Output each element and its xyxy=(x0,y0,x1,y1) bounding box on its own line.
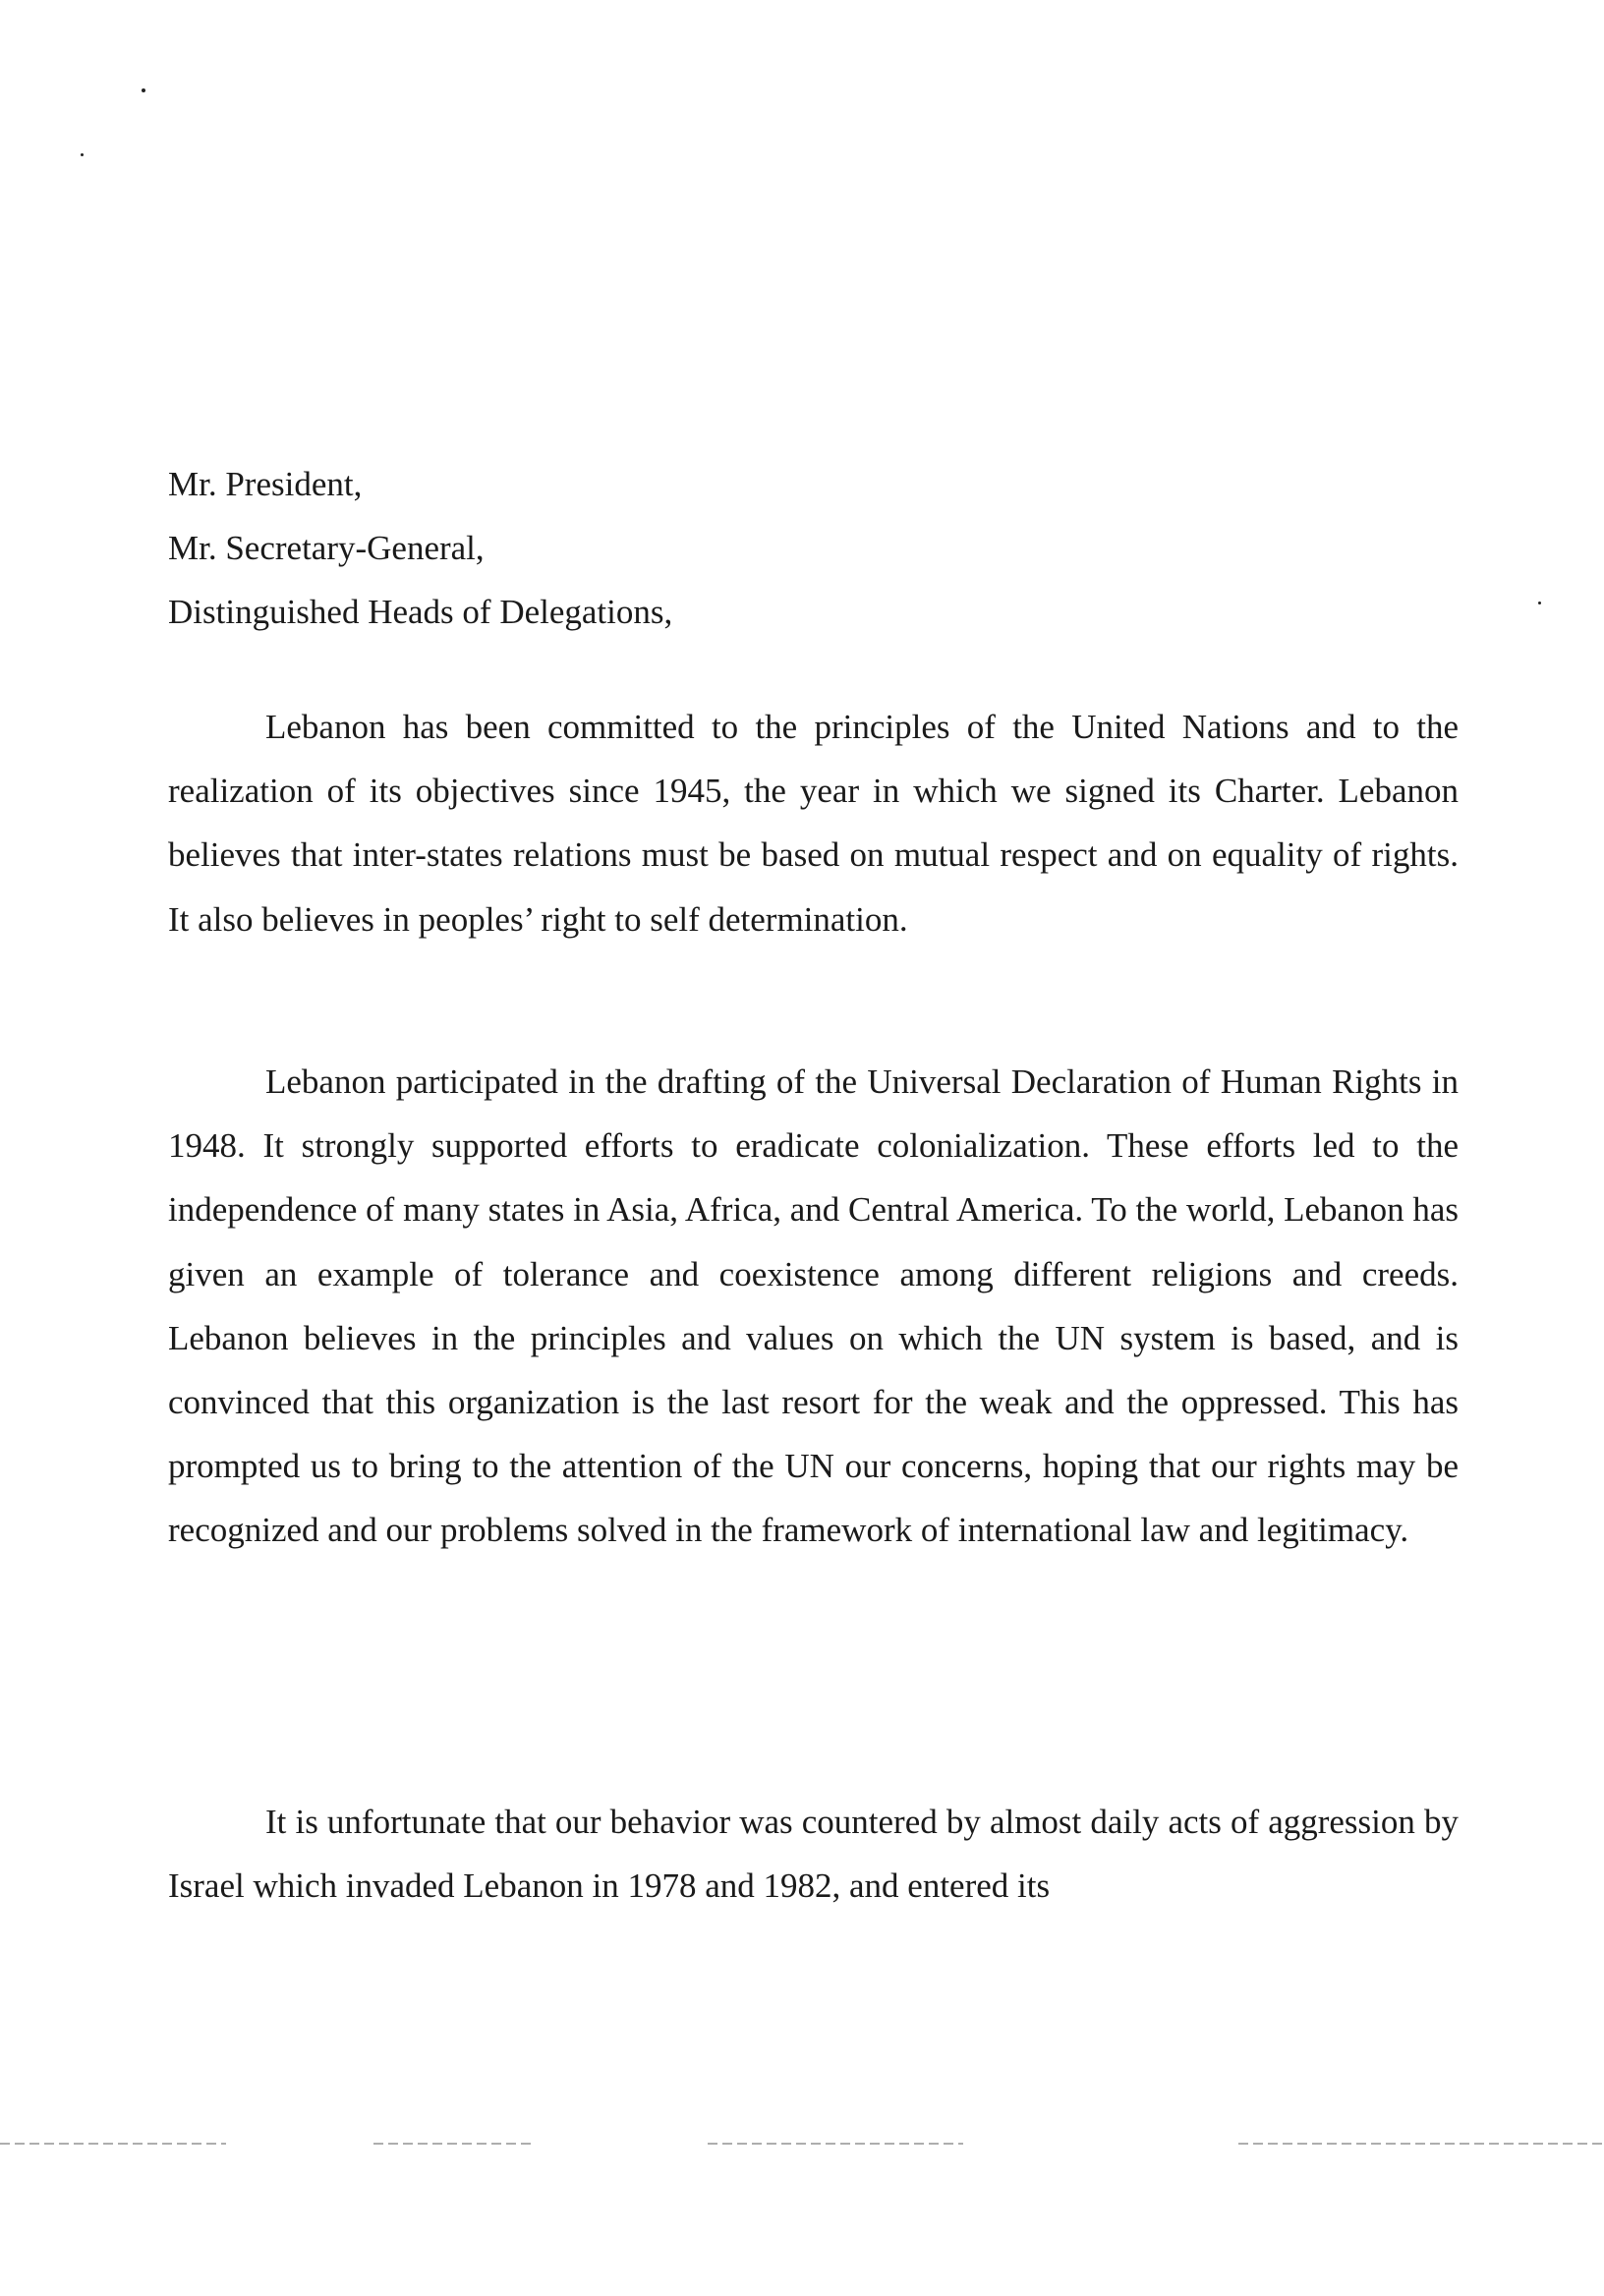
scan-speck xyxy=(142,88,145,92)
paragraph-un-principles: Lebanon has been committed to the principles of the United Nations and to the realization of its objectives since 1945, the year in which we signed its Charter. Lebanon believes that inter-states relations must be based on mutual respect and on equality of rights. It also believes in peoples’ right to self determination. xyxy=(168,708,1459,939)
salutation-line-delegations: Distinguished Heads of Delegations, xyxy=(168,593,673,631)
scan-speck xyxy=(1538,602,1541,604)
paragraph-human-rights: Lebanon participated in the drafting of the Universal Declaration of Human Rights in 1948. It strongly supported efforts to eradicate colonialization. These efforts led to the independence of many states in Asia, Africa, and Central America. To the world, Lebanon has given an example of tolerance and coexistence among different religions and creeds. Lebanon believes in the principles and values on which the UN system is based, and is convinced that this organization is the last resort for the weak and the oppressed. This has prompted us to bring to the attention of the UN our concerns, hoping that our rights may be recognized and our problems solved in the framework of international law and legitimacy. xyxy=(168,1062,1459,1550)
salutation-line-president: Mr. President, xyxy=(168,465,363,503)
salutation-block xyxy=(168,452,1465,644)
paragraph-israeli-aggression: It is unfortunate that our behavior was countered by almost daily acts of aggression by Israel which invaded Lebanon in 1978 and 1982, and entered its xyxy=(168,1803,1459,1906)
scan-edge-line xyxy=(708,2143,963,2145)
scan-edge-line xyxy=(373,2143,531,2145)
scan-speck xyxy=(81,153,84,156)
scan-edge-line xyxy=(1238,2143,1604,2145)
salutation-line-secretary-general: Mr. Secretary-General, xyxy=(168,529,485,567)
scan-edge-line xyxy=(0,2143,226,2145)
